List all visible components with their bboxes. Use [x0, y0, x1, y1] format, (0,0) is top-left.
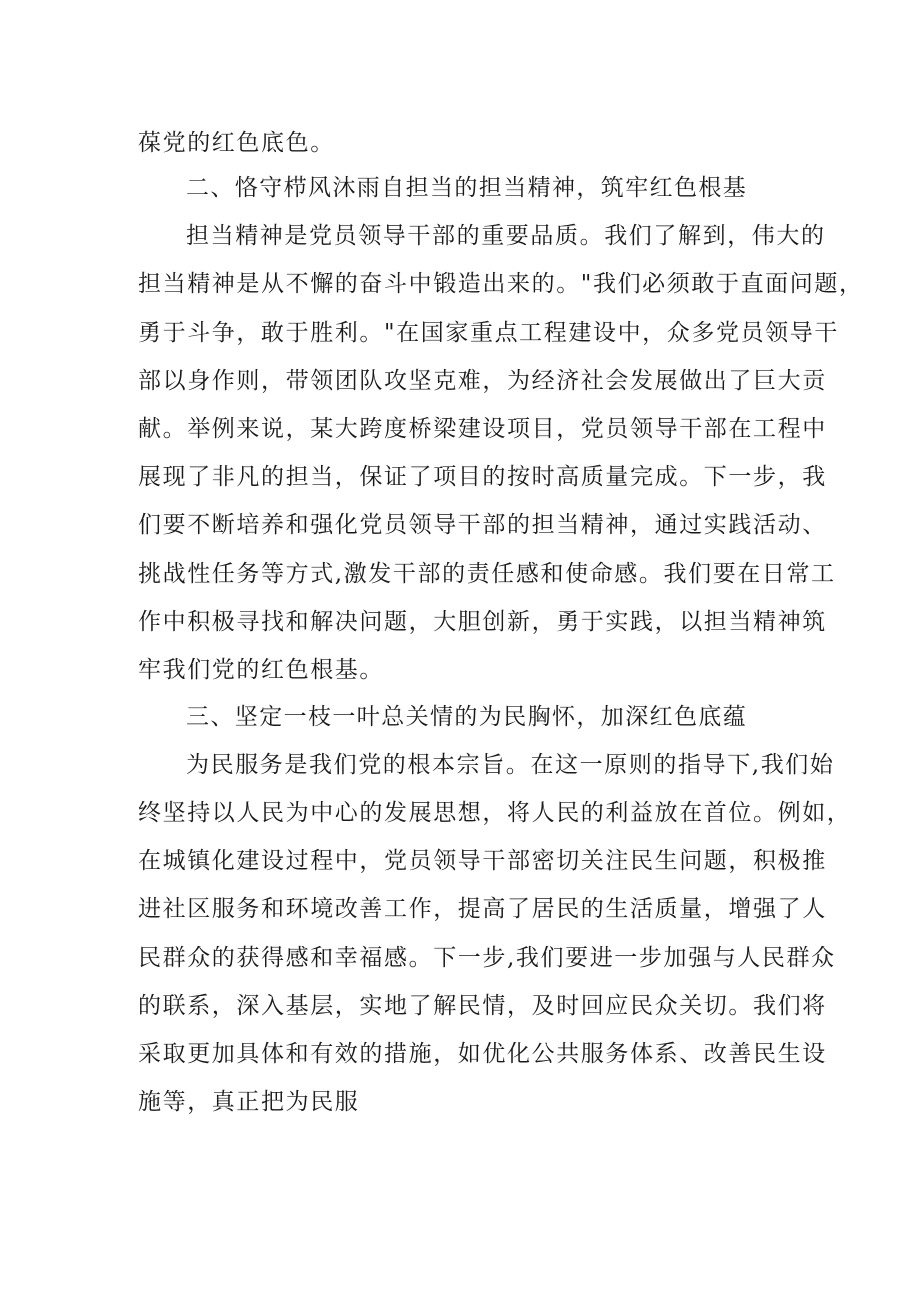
paragraph-line: 牢我们党的红色根基。: [138, 657, 384, 683]
paragraph-line: 进社区服务和环境改善工作，提高了居民的生活质量，增强了人: [138, 896, 827, 922]
paragraph-line: 献。举例来说，某大跨度桥梁建设项目，党员领导干部在工程中: [138, 416, 827, 442]
paragraph-line: 为民服务是我们党的根本宗旨。在这一原则的指导下,我们始: [186, 752, 835, 778]
paragraph-line: 采取更加具体和有效的措施，如优化公共服务体系、改善民生设: [138, 1041, 827, 1067]
paragraph-line: 终坚持以人民为中心的发展思想，将人民的利益放在首位。例如，: [138, 800, 852, 826]
paragraph-line: 施等，真正把为民服: [138, 1089, 360, 1115]
paragraph-line: 作中积极寻找和解决问题，大胆创新，勇于实践，以担当精神筑: [138, 609, 827, 635]
paragraph-line: 部以身作则，带领团队攻坚克难，为经济社会发展做出了巨大贡: [138, 368, 827, 394]
paragraph-line: 在城镇化建设过程中，党员领导干部密切关注民生问题，积极推: [138, 848, 827, 874]
paragraph-line: 勇于斗争，敢于胜利。"在国家重点工程建设中，众多党员领导干: [138, 320, 839, 346]
paragraph-line: 担当精神是党员领导干部的重要品质。我们了解到，伟大的: [186, 223, 826, 249]
paragraph-line: 们要不断培养和强化党员领导干部的担当精神，通过实践活动、: [138, 512, 827, 538]
paragraph-line: 葆党的红色底色。: [138, 130, 335, 156]
paragraph-line: 担当精神是从不懈的奋斗中锻造出来的。"我们必须敢于直面问题，: [138, 271, 864, 297]
paragraph-line: 民群众的获得感和幸福感。下一步,我们要进一步加强与人民群众: [138, 945, 836, 971]
section-heading-3: 三、坚定一枝一叶总关情的为民胸怀，加深红色底蕴: [186, 704, 748, 730]
section-heading-2: 二、恪守栉风沐雨自担当的担当精神，筑牢红色根基: [186, 175, 748, 201]
paragraph-line: 的联系，深入基层，实地了解民情，及时回应民众关切。我们将: [138, 993, 827, 1019]
paragraph-line: 挑战性任务等方式,激发干部的责任感和使命感。我们要在日常工: [138, 561, 836, 587]
paragraph-line: 展现了非凡的担当，保证了项目的按时高质量完成。下一步，我: [138, 464, 827, 490]
